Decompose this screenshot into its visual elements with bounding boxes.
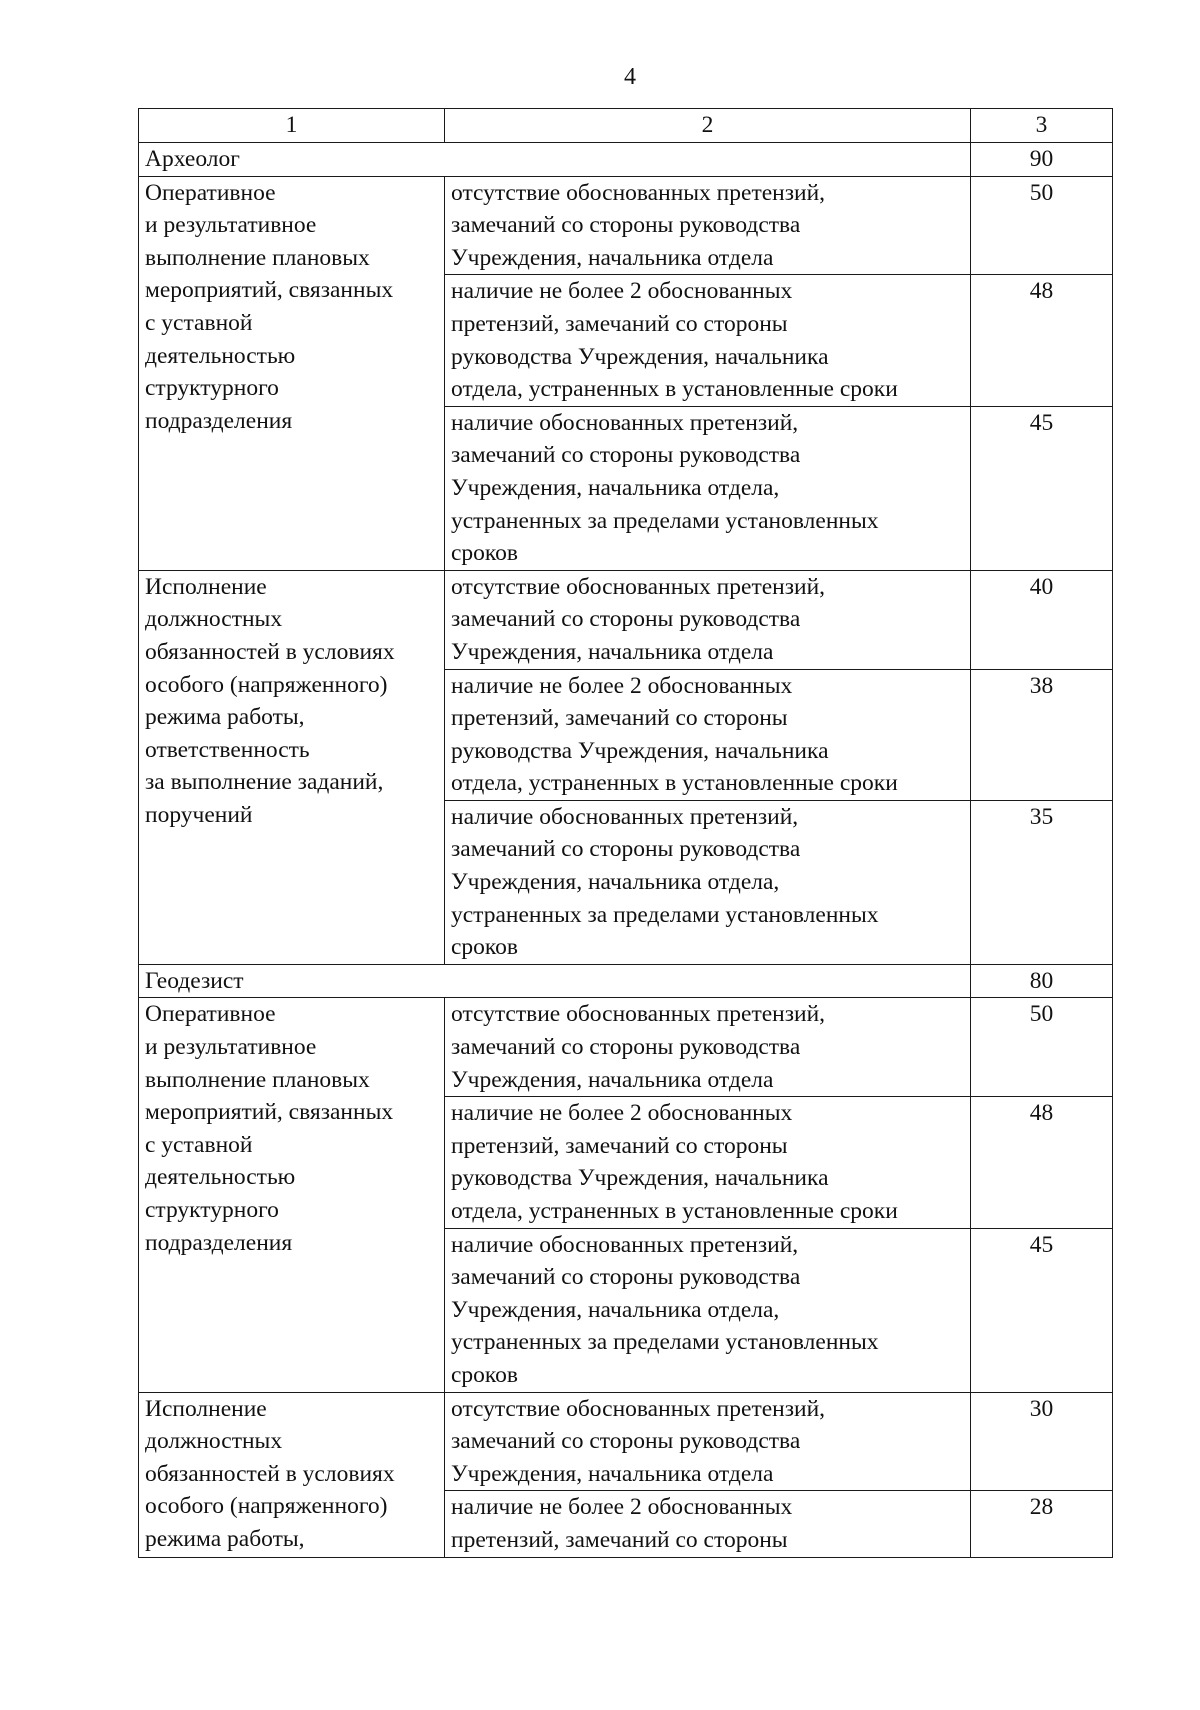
condition-text: наличие обоснованных претензий, замечаний со стороны руководства Учреждения, начальника отдела, устраненных за пределами установленных сроков bbox=[451, 409, 879, 567]
points-cell: 40 bbox=[971, 570, 1113, 669]
criteria-table bbox=[138, 108, 1113, 1558]
table-header-row bbox=[139, 109, 1113, 143]
points-cell: 38 bbox=[971, 669, 1113, 800]
section-title: Геодезист bbox=[139, 964, 971, 998]
table-row bbox=[139, 1392, 1113, 1491]
section-total: 90 bbox=[971, 143, 1113, 177]
table-row bbox=[139, 176, 1113, 275]
points-cell: 45 bbox=[971, 1228, 1113, 1392]
criterion-text: Исполнение должностных обязанностей в условиях особого (напряженного) режима работы, ответственность за выполнение заданий, поручений bbox=[145, 573, 395, 828]
criterion-cell bbox=[139, 1392, 445, 1557]
condition-text: наличие не более 2 обоснованных претензий, замечаний со стороны руководства Учреждения, начальника отдела, устраненных в установленные сроки bbox=[451, 672, 898, 797]
points-cell: 50 bbox=[971, 176, 1113, 275]
condition-cell bbox=[445, 275, 971, 406]
condition-text: отсутствие обоснованных претензий, замечаний со стороны руководства Учреждения, начальника отдела bbox=[451, 573, 826, 665]
condition-text: отсутствие обоснованных претензий, замечаний со стороны руководства Учреждения, начальника отдела bbox=[451, 1395, 826, 1487]
points-cell: 35 bbox=[971, 800, 1113, 964]
condition-text: отсутствие обоснованных претензий, замечаний со стороны руководства Учреждения, начальника отдела bbox=[451, 1001, 826, 1093]
condition-text: наличие не более 2 обоснованных претензий, замечаний со стороны bbox=[451, 1494, 793, 1553]
criterion-text: Оперативное и результативное выполнение плановых мероприятий, связанных с уставной деятельностью структурного подразделения bbox=[145, 179, 394, 434]
condition-cell bbox=[445, 570, 971, 669]
column-header-3: 3 bbox=[971, 109, 1113, 143]
points-cell: 50 bbox=[971, 998, 1113, 1097]
condition-text: наличие не более 2 обоснованных претензий, замечаний со стороны руководства Учреждения, начальника отдела, устраненных в установленные сроки bbox=[451, 1100, 898, 1224]
condition-cell bbox=[445, 1228, 971, 1392]
column-header-2: 2 bbox=[445, 109, 971, 143]
condition-cell bbox=[445, 1491, 971, 1557]
table-row bbox=[139, 998, 1113, 1097]
criterion-text: Оперативное и результативное выполнение плановых мероприятий, связанных с уставной деятельностью структурного подразделения bbox=[145, 1001, 394, 1256]
points-cell: 30 bbox=[971, 1392, 1113, 1491]
condition-cell bbox=[445, 1392, 971, 1491]
condition-text: наличие обоснованных претензий, замечаний со стороны руководства Учреждения, начальника отдела, устраненных за пределами установленных сроков bbox=[451, 803, 879, 961]
condition-cell bbox=[445, 406, 971, 570]
condition-cell bbox=[445, 998, 971, 1097]
points-cell: 48 bbox=[971, 275, 1113, 406]
section-total: 80 bbox=[971, 964, 1113, 998]
criterion-cell bbox=[139, 998, 445, 1392]
condition-cell bbox=[445, 800, 971, 964]
table-row bbox=[139, 570, 1113, 669]
page-number: 4 bbox=[624, 64, 636, 90]
criterion-cell bbox=[139, 570, 445, 964]
section-title: Археолог bbox=[139, 143, 971, 177]
points-cell: 45 bbox=[971, 406, 1113, 570]
condition-cell bbox=[445, 669, 971, 800]
column-header-1: 1 bbox=[139, 109, 445, 143]
section-row bbox=[139, 964, 1113, 998]
points-cell: 48 bbox=[971, 1097, 1113, 1228]
condition-cell bbox=[445, 176, 971, 275]
criterion-cell bbox=[139, 176, 445, 570]
condition-text: наличие обоснованных претензий, замечаний со стороны руководства Учреждения, начальника отдела, устраненных за пределами установленных сроков bbox=[451, 1231, 879, 1388]
points-cell: 28 bbox=[971, 1491, 1113, 1557]
condition-text: отсутствие обоснованных претензий, замечаний со стороны руководства Учреждения, начальника отдела bbox=[451, 179, 826, 271]
condition-cell bbox=[445, 1097, 971, 1228]
condition-text: наличие не более 2 обоснованных претензий, замечаний со стороны руководства Учреждения, начальника отдела, устраненных в установленные сроки bbox=[451, 278, 898, 403]
section-row bbox=[139, 143, 1113, 177]
criterion-text: Исполнение должностных обязанностей в условиях особого (напряженного) режима работы, bbox=[145, 1395, 395, 1552]
